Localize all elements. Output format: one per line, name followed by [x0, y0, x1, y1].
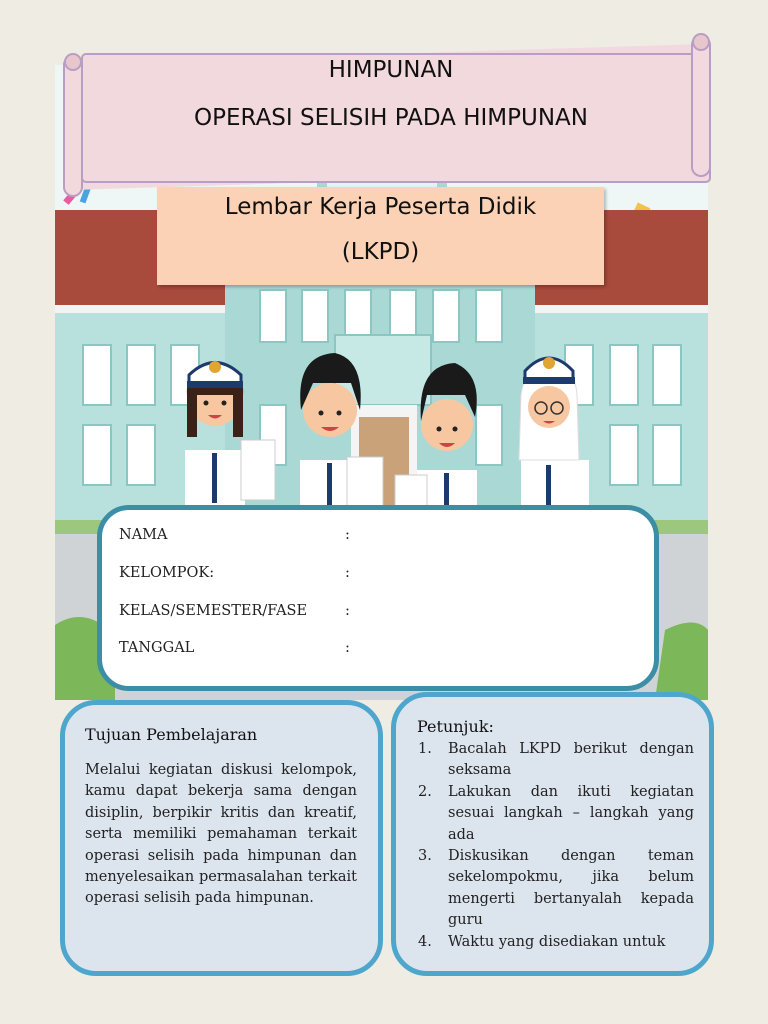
instructions-list	[418, 739, 694, 949]
instructions-title: Petunjuk:	[417, 717, 494, 736]
instruction-item	[418, 932, 694, 949]
instruction-text: Diskusikan dengan teman sekelompokmu, jika belum mengerti bertanyalah kepada guru	[448, 848, 694, 929]
instruction-number: 1.	[418, 741, 432, 757]
instruction-item	[418, 846, 694, 932]
learning-objective-text: Melalui kegiatan diskusi kelompok, kamu dapat bekerja sama dengan disiplin, berpikir kritis dan kreatif, serta memiliki pemahaman terkait operasi selisih pada himpunan dan menyelesaikan permasalahan terkait operasi selisih pada himpunan.	[85, 762, 357, 907]
kelas-semester-fase-colon: :	[345, 603, 350, 619]
nama-label: NAMA	[119, 527, 168, 543]
lkpd-title-line1: Lembar Kerja Peserta Didik	[224, 194, 537, 220]
kelompok-colon: :	[345, 565, 350, 581]
instruction-number: 3.	[418, 848, 432, 865]
instructions-panel	[391, 692, 714, 976]
learning-objective-title: Tujuan Pembelajaran	[85, 725, 258, 744]
instruction-number: 4.	[418, 933, 432, 949]
nama-colon: :	[345, 527, 350, 543]
instruction-text: Waktu yang disediakan untuk	[448, 933, 666, 949]
tanggal-label: TANGGAL	[119, 640, 195, 656]
instruction-text: Bacalah LKPD berikut dengan seksama	[448, 741, 694, 779]
tanggal-colon: :	[345, 640, 350, 656]
instruction-item	[418, 782, 694, 846]
kelompok-label: KELOMPOK:	[119, 565, 215, 581]
instruction-number: 2.	[418, 783, 432, 800]
kelas-semester-fase-label: KELAS/SEMESTER/FASE	[119, 603, 308, 619]
lkpd-title-box	[157, 187, 604, 285]
instruction-item	[418, 739, 694, 782]
banner-title: HIMPUNAN	[328, 57, 454, 83]
learning-objective-panel	[60, 700, 383, 976]
banner-subtitle: OPERASI SELISIH PADA HIMPUNAN	[194, 105, 588, 131]
lkpd-title-line2: (LKPD)	[341, 239, 420, 265]
student-identity-box	[97, 505, 659, 691]
instruction-text: Lakukan dan ikuti kegiatan sesuai langkah – langkah yang ada	[448, 783, 694, 843]
